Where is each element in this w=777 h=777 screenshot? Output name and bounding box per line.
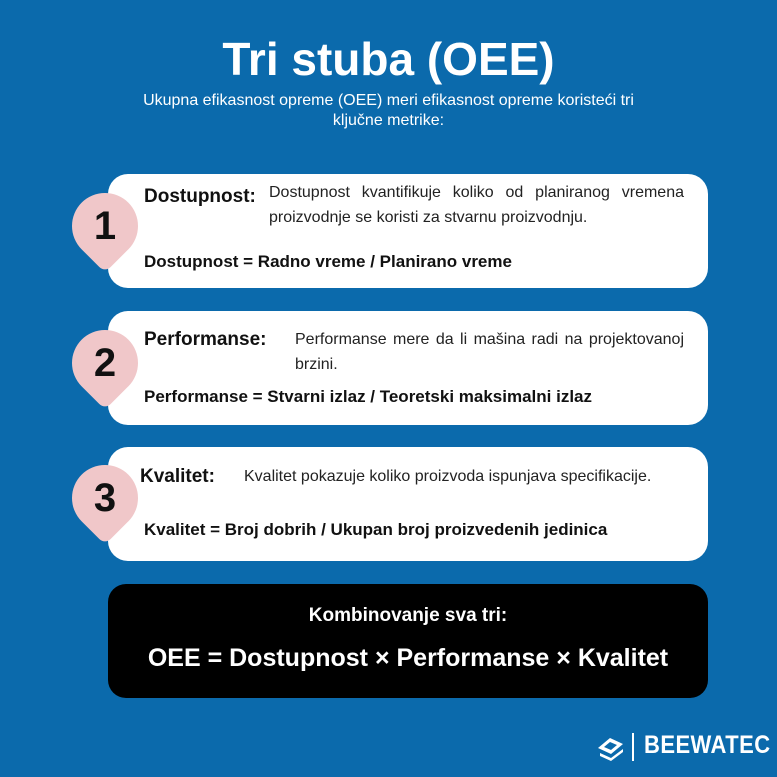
logo-mark-icon bbox=[596, 732, 626, 762]
card-description: Performanse mere da li mašina radi na projektovanoj brzini. bbox=[295, 331, 684, 373]
badge-number: 2 bbox=[93, 341, 117, 385]
logo-divider bbox=[632, 733, 634, 761]
combined-box bbox=[108, 584, 708, 698]
card-description: Dostupnost kvantifikuje koliko od planiranog vremena proizvodnje se koristi za stvarnu proizvodnju. bbox=[269, 184, 684, 226]
number-badge bbox=[72, 465, 138, 531]
card-performance bbox=[108, 311, 708, 425]
combined-formula: OEE = Dostupnost × Performanse × Kvalitet bbox=[147, 644, 669, 672]
logo-text: BEEWATEC bbox=[644, 731, 771, 759]
card-formula: Performanse = Stvarni izlaz / Teoretski maksimalni izlaz bbox=[144, 387, 593, 406]
number-badge bbox=[72, 330, 138, 396]
badge-number: 1 bbox=[93, 204, 117, 248]
badge-number: 3 bbox=[93, 476, 117, 520]
card-availability bbox=[108, 174, 708, 288]
card-formula: Kvalitet = Broj dobrih / Ukupan broj proizvedenih jedinica bbox=[144, 520, 608, 539]
card-label: Performanse: bbox=[144, 329, 267, 350]
number-badge bbox=[72, 193, 138, 259]
combined-heading: Kombinovanje sva tri: bbox=[308, 605, 508, 626]
page-subtitle: Ukupna efikasnost opreme (OEE) meri efikasnost opreme koristeći tri ključne metrike: bbox=[143, 92, 634, 129]
card-label: Dostupnost: bbox=[144, 186, 256, 207]
card-formula: Dostupnost = Radno vreme / Planirano vreme bbox=[144, 252, 512, 271]
card-quality bbox=[108, 447, 708, 561]
page-title: Tri stuba (OEE) bbox=[222, 33, 555, 85]
card-label: Kvalitet: bbox=[140, 466, 215, 487]
card-description: Kvalitet pokazuje koliko proizvoda ispunjava specifikacije. bbox=[244, 468, 652, 485]
